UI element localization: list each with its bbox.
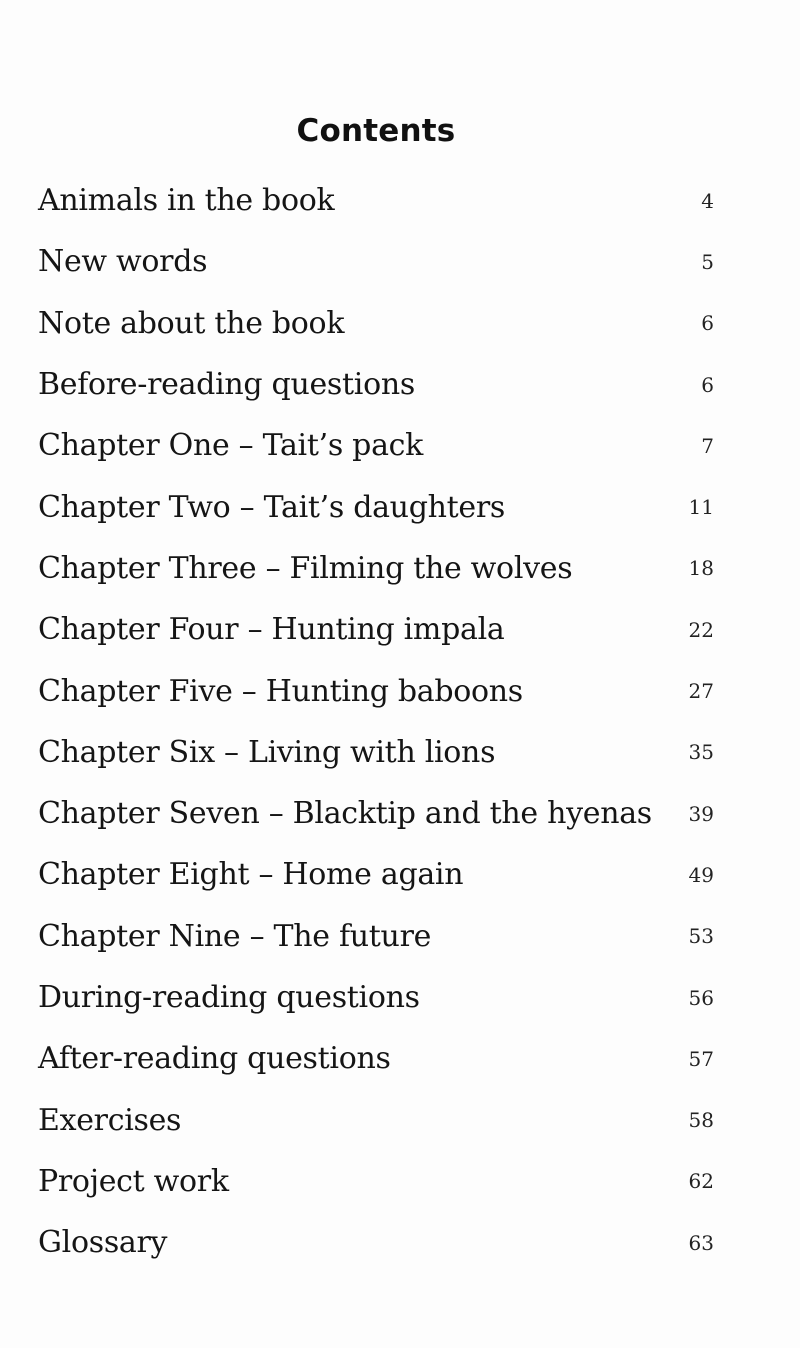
toc-entry[interactable] <box>38 476 714 537</box>
toc-entry-page: 58 <box>688 1108 714 1133</box>
toc-entry-page: 18 <box>688 556 714 581</box>
toc-entry-label: Before-reading questions <box>38 367 415 403</box>
toc-entry[interactable] <box>38 354 714 415</box>
toc-entry-label: Chapter Four – Hunting impala <box>38 612 505 648</box>
toc-entry-page: 27 <box>688 679 714 704</box>
toc-entry-label: Chapter Two – Tait’s daughters <box>38 489 505 525</box>
toc-entry-page: 49 <box>688 862 714 887</box>
toc-entry[interactable] <box>38 231 714 292</box>
toc-entry[interactable] <box>38 538 714 599</box>
toc-entry[interactable] <box>38 967 714 1028</box>
toc-entry[interactable] <box>38 1089 714 1150</box>
toc-entry-label: Chapter Seven – Blacktip and the hyenas <box>38 796 652 832</box>
toc-entry-page: 56 <box>688 985 714 1010</box>
toc-entry-page: 7 <box>701 433 714 458</box>
toc-entry-page: 35 <box>688 740 714 765</box>
toc-entry[interactable] <box>38 599 714 660</box>
toc-entry-page: 57 <box>688 1046 714 1071</box>
toc-entry-label: Chapter Eight – Home again <box>38 857 464 893</box>
toc-entry-label: Chapter Three – Filming the wolves <box>38 550 573 586</box>
toc-entry[interactable] <box>38 1028 714 1089</box>
toc-entry-label: During-reading questions <box>38 980 420 1015</box>
toc-entry[interactable] <box>38 1212 714 1273</box>
toc-entry-page: 6 <box>701 311 714 336</box>
toc-entry-page: 11 <box>688 495 714 520</box>
toc-entry-page: 5 <box>701 249 714 274</box>
toc-entry-page: 4 <box>701 188 714 213</box>
toc-entry[interactable] <box>38 293 714 354</box>
page-title: Contents <box>296 113 456 149</box>
toc-entry-label: Chapter Six – Living with lions <box>38 734 496 770</box>
toc-entry[interactable] <box>38 660 714 721</box>
toc-entry-label: Chapter One – Tait’s pack <box>38 428 424 464</box>
toc-entry[interactable] <box>38 722 714 783</box>
toc-entry-label: Note about the book <box>38 305 345 341</box>
toc-entry[interactable] <box>38 783 714 844</box>
toc-entry-label: New words <box>38 244 208 280</box>
toc-entry-page: 39 <box>688 801 714 826</box>
toc-entry[interactable] <box>38 1151 714 1212</box>
table-of-contents <box>38 170 714 1273</box>
toc-entry-page: 22 <box>688 617 714 642</box>
toc-entry-label: Chapter Five – Hunting baboons <box>38 673 523 709</box>
toc-entry-label: Animals in the book <box>38 183 335 219</box>
toc-entry-label: Project work <box>38 1163 229 1199</box>
toc-entry-label: Glossary <box>38 1225 168 1261</box>
toc-entry-label: After-reading questions <box>38 1041 391 1077</box>
toc-entry[interactable] <box>38 415 714 476</box>
toc-entry[interactable] <box>38 170 714 231</box>
toc-entry-page: 62 <box>688 1169 714 1194</box>
toc-entry-page: 53 <box>688 924 714 949</box>
toc-entry-label: Exercises <box>38 1102 182 1138</box>
toc-entry-page: 6 <box>701 372 714 397</box>
toc-entry-label: Chapter Nine – The future <box>38 918 432 954</box>
toc-entry-page: 63 <box>688 1230 714 1255</box>
toc-entry[interactable] <box>38 844 714 905</box>
toc-entry[interactable] <box>38 906 714 967</box>
